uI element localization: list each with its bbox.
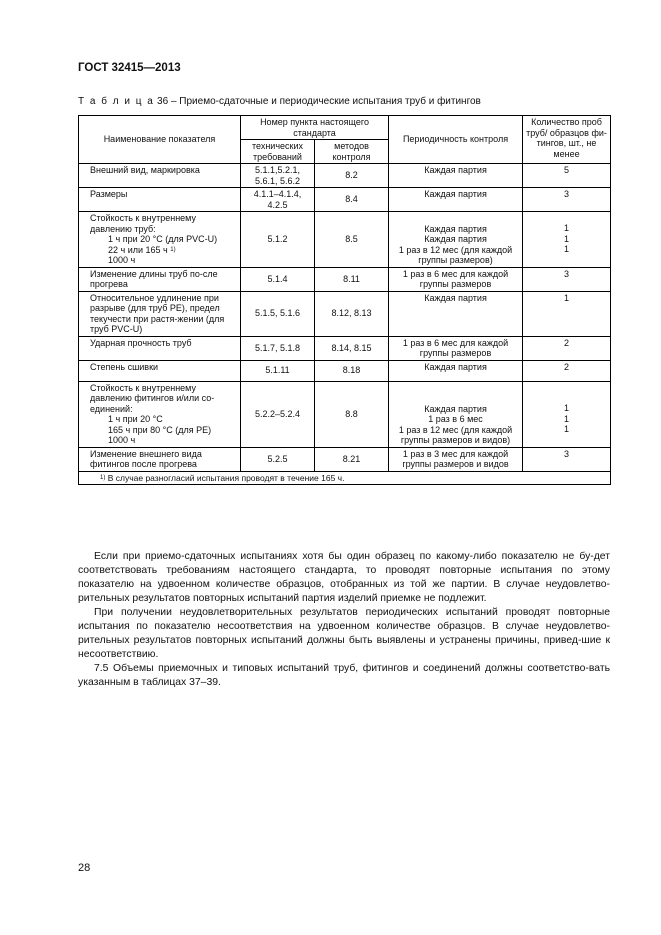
row-period: 1 раз в 3 мес для каждой группы размеров и видов <box>389 447 523 471</box>
row-qty: 1 <box>564 233 570 244</box>
row-qty: 1 <box>564 244 570 254</box>
row-qty: 1 <box>564 403 570 413</box>
row-qty: 2 <box>523 336 611 360</box>
row-sub: 165 ч при 80 °С (для PE) <box>108 424 212 435</box>
row-name: Ударная прочность труб <box>79 336 241 360</box>
row-tech: 5.1.1,5.2.1, 5.6.1, 5.6.2 <box>241 164 315 188</box>
row-tech: 5.2.5 <box>241 447 315 471</box>
row-period: 1 раз в 12 мес (для каждой группы размеров) <box>398 244 513 265</box>
page-number: 28 <box>78 862 91 874</box>
row-qty-cell <box>523 381 611 447</box>
footnote-mark: 1) <box>100 474 106 481</box>
row-period: Каждая партия <box>389 188 523 212</box>
row-name: Размеры <box>79 188 241 212</box>
row-qty: 1 <box>564 424 570 434</box>
table-row <box>79 360 611 381</box>
row-tech: 5.1.11 <box>241 360 315 381</box>
footnote-text: В случае разногласий испытания проводят в течение 165 ч. <box>105 472 345 483</box>
row-name: Степень сшивки <box>79 360 241 381</box>
row-method: 8.14, 8.15 <box>315 336 389 360</box>
footnote-row <box>79 471 611 485</box>
table-row <box>79 188 611 212</box>
body-text <box>78 550 610 690</box>
row-tech: 5.1.4 <box>241 267 315 291</box>
row-period: Каждая партия <box>424 223 487 234</box>
table-caption <box>78 96 481 107</box>
row-tech: 5.1.5, 5.1.6 <box>241 291 315 336</box>
row-name: Стойкость к внутреннему давлению труб: <box>90 213 196 234</box>
row-method: 8.2 <box>315 164 389 188</box>
row-name: Внешний вид, маркировка <box>79 164 241 188</box>
caption-text: 36 – Приемо-сдаточные и периодические испытания труб и фитингов <box>154 96 481 107</box>
row-period: Каждая партия <box>424 234 487 244</box>
row-name: Стойкость к внутреннему давлению фитингов и/или со-единений: <box>90 382 215 414</box>
table-row <box>79 267 611 291</box>
table-row <box>79 381 611 447</box>
row-name: Изменение длины труб по-сле прогрева <box>79 267 241 291</box>
row-period: Каждая партия <box>389 164 523 188</box>
header-name: Наименование показателя <box>79 116 241 164</box>
header-quantity: Количество проб труб/ образцов фи- тингов, шт., не менее <box>523 116 611 164</box>
row-qty: 3 <box>523 188 611 212</box>
row-tech: 5.2.2–5.2.4 <box>241 381 315 447</box>
footnote-ref: 1) <box>170 246 176 253</box>
table-row <box>79 164 611 188</box>
row-name: Изменение внешнего вида фитингов после прогрева <box>79 447 241 471</box>
header-row <box>79 116 611 140</box>
row-sub: 1 ч при 20 °С (для PVC-U) <box>108 234 218 244</box>
row-qty: 1 <box>564 223 570 233</box>
row-qty: 2 <box>523 360 611 381</box>
row-period: 1 раз в 6 мес <box>428 414 483 424</box>
row-method: 8.18 <box>315 360 389 381</box>
header-tech-req: технических требований <box>241 140 315 164</box>
row-method: 8.8 <box>315 381 389 447</box>
table-row <box>79 291 611 336</box>
row-sub: 1 ч при 20 °С <box>108 414 163 424</box>
paragraph: 7.5 Объемы приемочных и типовых испытаний труб, фитингов и соединений должны соответство-вать указанным в таблицах 37–39. <box>78 663 610 688</box>
row-qty: 3 <box>523 447 611 471</box>
row-tech: 5.1.2 <box>241 212 315 268</box>
row-sub: 1000 ч <box>108 255 136 265</box>
tests-table <box>78 115 611 485</box>
row-name-cell <box>79 381 241 447</box>
row-method: 8.5 <box>315 212 389 268</box>
table-row <box>79 336 611 360</box>
row-name-cell <box>79 212 241 268</box>
header-item-number: Номер пункта настоящего стандарта <box>241 116 389 140</box>
row-sub-cell <box>90 245 237 256</box>
header-periodicity: Периодичность контроля <box>389 116 523 164</box>
row-method: 8.4 <box>315 188 389 212</box>
row-period: Каждая партия <box>424 403 487 414</box>
row-qty: 5 <box>523 164 611 188</box>
table-row <box>79 212 611 268</box>
table-row <box>79 447 611 471</box>
row-qty: 1 <box>564 413 570 424</box>
row-method: 8.11 <box>315 267 389 291</box>
row-qty: 1 <box>523 291 611 336</box>
row-name: Относительное удлинение при разрыве (для труб PE), предел текучести при растя-жении (для труб PVC-U) <box>79 291 241 336</box>
row-method: 8.21 <box>315 447 389 471</box>
row-period-cell <box>389 212 523 268</box>
paragraph: При получении неудовлетворительных результатов периодических испытаний проводят повторные испытания по показателю несоответствия на удвоенном количестве образцов. В случае неудовлетво-рительных результатов повторных испытаний должны быть выявлены и устранены причины, привед-шие к несоответствию. <box>78 607 610 660</box>
row-tech: 5.1.7, 5.1.8 <box>241 336 315 360</box>
footnote-cell <box>79 471 611 485</box>
header-methods: методов контроля <box>315 140 389 164</box>
row-sub: 22 ч или 165 ч <box>108 244 168 255</box>
row-tech: 4.1.1–4.1.4, 4.2.5 <box>241 188 315 212</box>
row-qty-cell <box>523 212 611 268</box>
row-period: Каждая партия <box>389 291 523 336</box>
document-header: ГОСТ 32415—2013 <box>78 62 181 74</box>
row-method: 8.12, 8.13 <box>315 291 389 336</box>
caption-label: Т а б л и ц а <box>78 96 155 107</box>
row-qty: 3 <box>523 267 611 291</box>
row-period: 1 раз в 6 мес для каждой группы размеров <box>389 336 523 360</box>
row-period: Каждая партия <box>389 360 523 381</box>
row-period: 1 раз в 12 мес (для каждой группы размеров и видов) <box>398 424 513 445</box>
paragraph: Если при приемо-сдаточных испытаниях хотя бы один образец по какому-либо показателю не бу-дет соответствовать требованиям настоящего стандарта, то проводят повторные испытания по этому показателю на удвоенном количестве образцов, отобранных из той же партии. В случае неудовлетво-рительных результатов повторных испытаний партия изделий приемке не подлежит. <box>78 551 610 604</box>
row-period-cell <box>389 381 523 447</box>
row-period: 1 раз в 6 мес для каждой группы размеров <box>389 267 523 291</box>
row-sub: 1000 ч <box>108 435 136 445</box>
